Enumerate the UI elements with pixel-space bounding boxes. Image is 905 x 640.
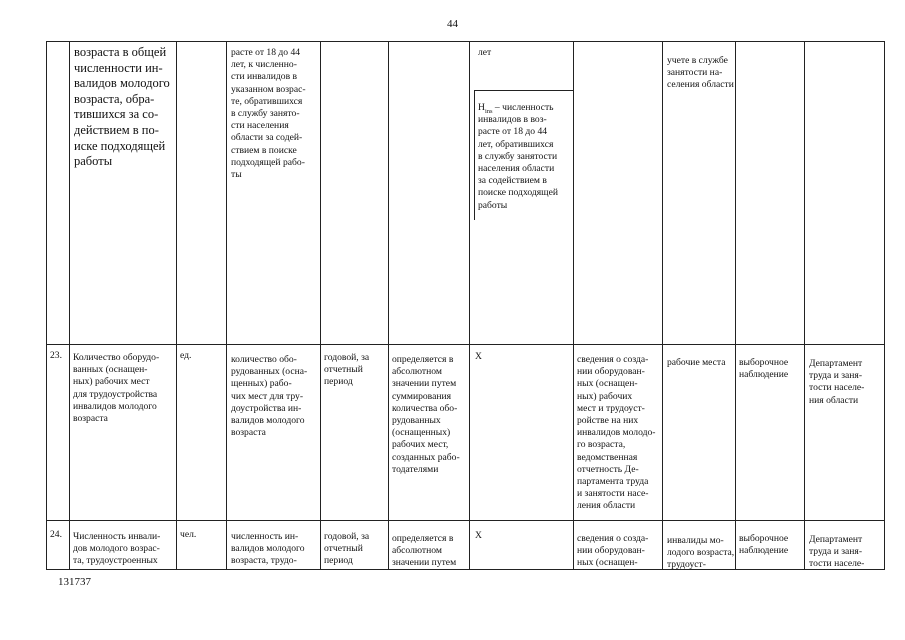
- col-border-5: [388, 41, 389, 569]
- formula-separator: [474, 90, 574, 91]
- col-border-0: [46, 41, 47, 569]
- row-24-unit: чел.: [180, 529, 197, 540]
- document-id: 131737: [58, 576, 91, 588]
- row-24-source: сведения о созда- нии оборудован- ных (оснащен-: [577, 533, 649, 569]
- col-border-11: [884, 41, 885, 569]
- row-23-number: 23.: [50, 350, 62, 361]
- row-23-responsible: Департамент труда и заня- тости населе- ния области: [809, 358, 865, 406]
- row-23-unit-observation: рабочие места: [667, 357, 726, 368]
- row-23-source: сведения о созда- нии оборудован- ных (оснащен- ных) рабочих мест и трудоуст- ройстве на них инвалидов молодо- го возраста, ведомственная отчетность Де- партамента труда и занятости насе- ления области: [577, 354, 656, 512]
- col-border-6: [469, 41, 470, 569]
- formula-variable-subscript: ins: [484, 107, 493, 115]
- col-border-8: [662, 41, 663, 569]
- col-border-9: [735, 41, 736, 569]
- row-23-unit: ед.: [180, 350, 192, 361]
- col-border-2: [176, 41, 177, 569]
- row-24-observation-method: выборочное наблюдение: [739, 533, 789, 557]
- page-number: 44: [447, 18, 458, 30]
- formula-variable-text: – численность инвалидов в воз- расте от 18 до 44 лет, обратившихся в службу занятости населения области за содействием в поиске подходящей работы: [478, 102, 558, 211]
- row-24-mark: X: [475, 530, 482, 541]
- source-continued: учете в службе занятости на- селения области: [667, 55, 734, 91]
- row-separator-23: [46, 344, 885, 345]
- row-separator-24: [46, 520, 885, 521]
- table-top-border: [46, 41, 885, 42]
- indicator-name-continued: возраста в общей численности ин- валидов молодого возраста, обра- тившихся за со- действием в по- иске подходящей работы: [74, 45, 170, 169]
- row-23-method: определяется в абсолютном значении путем суммирования количества обо- рудованных (оснащенных) рабочих мест, созданных рабо- тодателями: [392, 354, 460, 475]
- row-23-period: годовой, за отчетный период: [324, 352, 370, 388]
- row-23-definition: количество обо- рудованных (осна- щенных) рабо- чих мест для тру- доустройства ин- валидов молодого возраста: [231, 354, 308, 439]
- col-border-7: [573, 221, 574, 569]
- formula-inner-border-right: [573, 41, 574, 221]
- row-24-definition: численность ин- валидов молодого возраста, трудо-: [231, 531, 305, 567]
- row-24-name: Численность инвали- дов молодого возрас- та, трудоустроенных: [73, 531, 161, 567]
- row-24-method: определяется в абсолютном значении путем: [392, 533, 457, 569]
- row-23-mark: X: [475, 351, 482, 362]
- row-24-period: годовой, за отчетный период: [324, 531, 370, 567]
- row-24-responsible: Департамент труда и заня- тости населе-: [809, 534, 865, 570]
- row-24-number: 24.: [50, 529, 62, 540]
- definition-continued: расте от 18 до 44 лет, к численно- сти инвалидов в указанном возрас- те, обратившихся в службу занято- сти населения области за содей- ствием в поиске подходящей рабо- ты: [231, 47, 306, 181]
- formula-inner-border-left: [474, 90, 475, 220]
- formula-top-text: лет: [478, 47, 492, 58]
- col-border-1: [69, 41, 70, 569]
- formula-variable-description: [478, 102, 572, 212]
- formula-variable: Н: [478, 102, 485, 113]
- col-border-4: [320, 41, 321, 569]
- row-23-name: Количество оборудо- ванных (оснащен- ных) рабочих мест для трудоустройства инвалидов молодого возраста: [73, 352, 160, 425]
- row-23-observation-method: выборочное наблюдение: [739, 357, 789, 381]
- col-border-3: [226, 41, 227, 569]
- row-24-unit-observation: инвалиды мо- лодого возраста, трудоуст-: [667, 535, 735, 571]
- col-border-10: [804, 41, 805, 569]
